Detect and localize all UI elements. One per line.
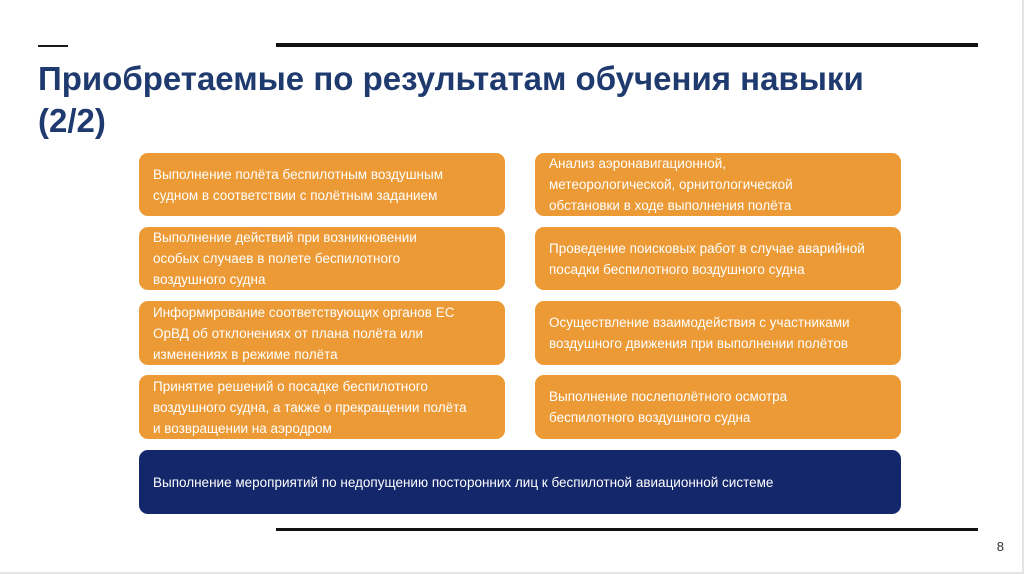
slide-title: [38, 58, 988, 142]
slide-title-line-2: (2/2): [38, 102, 106, 139]
footer-rule: [276, 528, 978, 531]
skill-text: Анализ аэронавигационной, метеорологической, орнитологической обстановки в ходе выполнения полёта: [549, 156, 793, 213]
skill-box-left-1: [139, 153, 505, 216]
skill-box-right-2: [535, 227, 901, 290]
skill-text: Выполнение действий при возникновении особых случаев в полете беспилотного воздушного судна: [153, 230, 417, 287]
page-number: 8: [996, 539, 1004, 554]
header-rule: [276, 43, 978, 47]
skill-box-left-4: [139, 375, 505, 439]
header-short-rule: [38, 45, 68, 47]
skill-text: Проведение поисковых работ в случае аварийной посадки беспилотного воздушного судна: [549, 240, 865, 277]
skill-text: Выполнение послеполётного осмотра беспилотного воздушного судна: [549, 389, 788, 425]
skill-text: Выполнение мероприятий по недопущению посторонних лиц к беспилотной авиационной системе: [153, 474, 774, 490]
skill-text: Информирование соответствующих органов ЕС ОрВД об отклонениях от плана полёта или изменениях в режиме полёта: [153, 304, 455, 362]
skill-text: Осуществление взаимодействия с участниками воздушного движения при выполнении полётов: [549, 315, 850, 351]
skill-box-right-4: [535, 375, 901, 439]
skill-box-right-3: [535, 301, 901, 365]
skill-box-left-3: [139, 301, 505, 365]
skill-box-left-2: [139, 227, 505, 290]
skill-text: Принятие решений о посадке беспилотного воздушного судна, а также о прекращении полёта и возвращении на аэродром: [153, 378, 467, 436]
skill-box-wide: [139, 450, 901, 514]
skill-box-right-1: [535, 153, 901, 216]
skill-text: Выполнение полёта беспилотным воздушным судном в соответствии с полётным заданием: [153, 166, 443, 203]
slide-title-line-1: Приобретаемые по результатам обучения навыки: [38, 60, 864, 97]
